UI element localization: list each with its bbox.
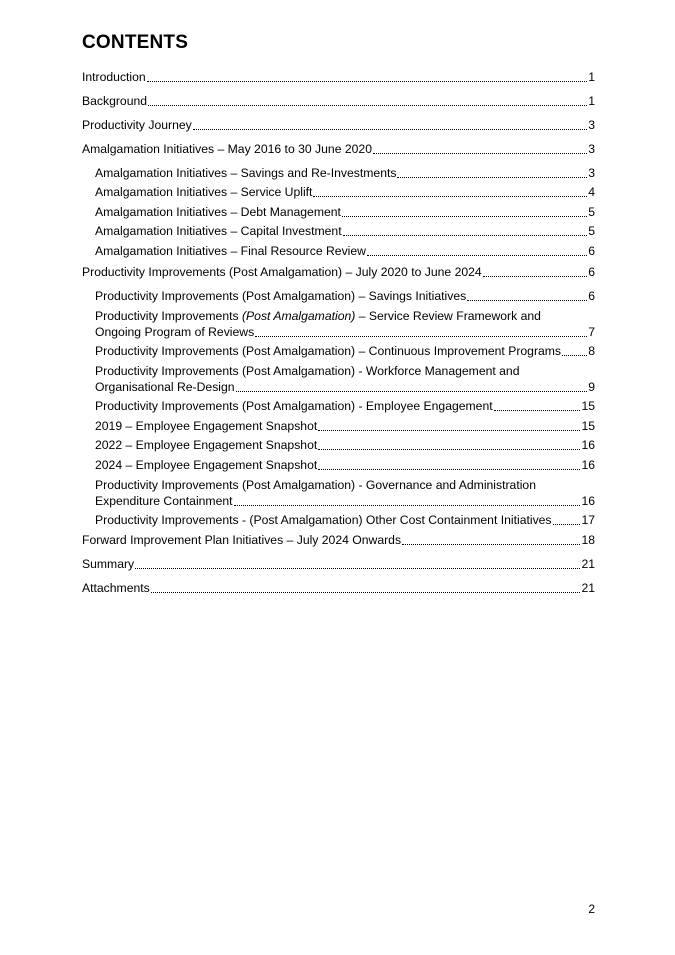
dot-leader xyxy=(373,141,587,154)
toc-entry[interactable] xyxy=(82,580,595,596)
toc-entry-title: Amalgamation Initiatives – Service Uplift xyxy=(95,185,313,199)
toc-page-number: 3 xyxy=(588,142,595,156)
toc-page-number: 5 xyxy=(588,224,595,238)
toc-entry-title: Summary xyxy=(82,557,135,571)
toc-entry-title: Forward Improvement Plan Initiatives – July 2024 Onwards xyxy=(82,533,402,547)
toc-entry-title: Ongoing Program of Reviews xyxy=(95,325,255,339)
toc-page-number: 5 xyxy=(588,205,595,219)
toc-entry-title: Productivity Improvements (Post Amalgamation) - Employee Engagement xyxy=(95,399,493,413)
toc-entry-title: Productivity Improvements (Post Amalgamation) - Governance and Administration xyxy=(95,478,536,492)
dot-leader xyxy=(148,93,587,106)
toc-subentry[interactable] xyxy=(95,165,595,181)
toc-page-number: 18 xyxy=(581,533,595,547)
toc-subentry[interactable] xyxy=(95,398,595,414)
toc-page-number: 4 xyxy=(588,185,595,199)
toc-page-number: 8 xyxy=(588,344,595,358)
toc-entry-title: 2019 – Employee Engagement Snapshot xyxy=(95,419,318,433)
toc-subentry[interactable] xyxy=(95,243,595,259)
dot-leader xyxy=(343,223,588,236)
toc-subentry[interactable] xyxy=(95,204,595,220)
toc-entry-title: Expenditure Containment xyxy=(95,494,233,508)
toc-entry-title: Productivity Improvements (Post Amalgamation) - Workforce Management and xyxy=(95,364,520,378)
page-title: CONTENTS xyxy=(82,32,189,53)
dot-leader xyxy=(483,264,588,277)
toc-page-number: 6 xyxy=(588,289,595,303)
toc-page-number: 3 xyxy=(588,166,595,180)
dot-leader xyxy=(135,556,580,569)
toc-subentry[interactable] xyxy=(95,343,595,359)
toc-page-number: 1 xyxy=(588,70,595,84)
toc-page-number: 9 xyxy=(588,380,595,394)
toc-entry-title: Productivity Improvements - (Post Amalgamation) Other Cost Containment Initiatives xyxy=(95,513,552,527)
toc-entry-title: Productivity Improvements (Post Amalgamation) – July 2020 to June 2024 xyxy=(82,265,482,279)
dot-leader xyxy=(255,324,587,337)
toc-page-number: 7 xyxy=(588,325,595,339)
toc-subentry[interactable] xyxy=(95,308,595,340)
toc-page-number: 6 xyxy=(588,265,595,279)
toc-entry-title: Introduction xyxy=(82,70,146,84)
toc-entry-title: 2022 – Employee Engagement Snapshot xyxy=(95,438,318,452)
toc-subentry[interactable] xyxy=(95,184,595,200)
toc-page-number: 3 xyxy=(588,118,595,132)
dot-leader xyxy=(318,437,580,450)
dot-leader xyxy=(193,117,587,130)
dot-leader xyxy=(151,580,581,593)
toc-page-number: 15 xyxy=(581,419,595,433)
dot-leader xyxy=(318,418,580,431)
dot-leader xyxy=(562,343,587,356)
dot-leader xyxy=(313,184,587,197)
toc-page-number: 17 xyxy=(581,513,595,527)
toc-entry-title: – Service Review Framework and xyxy=(355,309,541,323)
toc-page-number: 16 xyxy=(581,458,595,472)
toc-page-number: 16 xyxy=(581,494,595,508)
toc-entry-title: Amalgamation Initiatives – Final Resource Review xyxy=(95,244,366,258)
toc-page-number: 15 xyxy=(581,399,595,413)
toc-entry-title: Amalgamation Initiatives – May 2016 to 30 June 2020 xyxy=(82,142,372,156)
dot-leader xyxy=(553,512,581,525)
toc-page-number: 6 xyxy=(588,244,595,258)
dot-leader xyxy=(342,204,587,217)
dot-leader xyxy=(402,532,580,545)
page-number: 2 xyxy=(588,902,595,916)
toc-entry-title: Amalgamation Initiatives – Debt Management xyxy=(95,205,341,219)
dot-leader xyxy=(467,288,587,301)
dot-leader xyxy=(367,243,587,256)
toc-subentry[interactable] xyxy=(95,363,595,395)
toc-entry[interactable] xyxy=(82,264,595,280)
toc-page-number: 1 xyxy=(588,94,595,108)
toc-page-number: 21 xyxy=(581,557,595,571)
toc-entry-title: Productivity Improvements xyxy=(95,309,242,323)
toc-subentry[interactable] xyxy=(95,418,595,434)
dot-leader xyxy=(234,493,581,506)
toc-entry-title: 2024 – Employee Engagement Snapshot xyxy=(95,458,318,472)
toc-entry-title-italic: (Post Amalgamation) xyxy=(241,309,356,323)
toc-subentry[interactable] xyxy=(95,437,595,453)
dot-leader xyxy=(494,398,581,411)
dot-leader xyxy=(318,457,580,470)
toc-subentry[interactable] xyxy=(95,223,595,239)
dot-leader xyxy=(236,379,588,392)
toc-entry-title: Amalgamation Initiatives – Capital Investment xyxy=(95,224,342,238)
toc-subentry[interactable] xyxy=(95,288,595,304)
dot-leader xyxy=(147,69,588,82)
toc-entry[interactable] xyxy=(82,141,595,157)
toc-entry[interactable] xyxy=(82,532,595,548)
toc-entry-title: Amalgamation Initiatives – Savings and Re-Investments xyxy=(95,166,397,180)
toc-page-number: 21 xyxy=(581,581,595,595)
toc-entry[interactable] xyxy=(82,117,595,133)
toc-entry[interactable] xyxy=(82,93,595,109)
toc-entry-title: Organisational Re-Design xyxy=(95,380,235,394)
toc-entry-title: Productivity Journey xyxy=(82,118,192,132)
toc-entry-title: Productivity Improvements (Post Amalgamation) – Savings Initiatives xyxy=(95,289,467,303)
toc-entry-title: Background xyxy=(82,94,148,108)
toc-entry-title: Productivity Improvements (Post Amalgamation) – Continuous Improvement Programs xyxy=(95,344,562,358)
toc-entry[interactable] xyxy=(82,556,595,572)
toc-page-number: 16 xyxy=(581,438,595,452)
toc-subentry[interactable] xyxy=(95,477,595,509)
dot-leader xyxy=(397,165,587,178)
toc-entry-title: Attachments xyxy=(82,581,150,595)
toc-entry[interactable] xyxy=(82,69,595,85)
toc-subentry[interactable] xyxy=(95,512,595,528)
toc-subentry[interactable] xyxy=(95,457,595,473)
